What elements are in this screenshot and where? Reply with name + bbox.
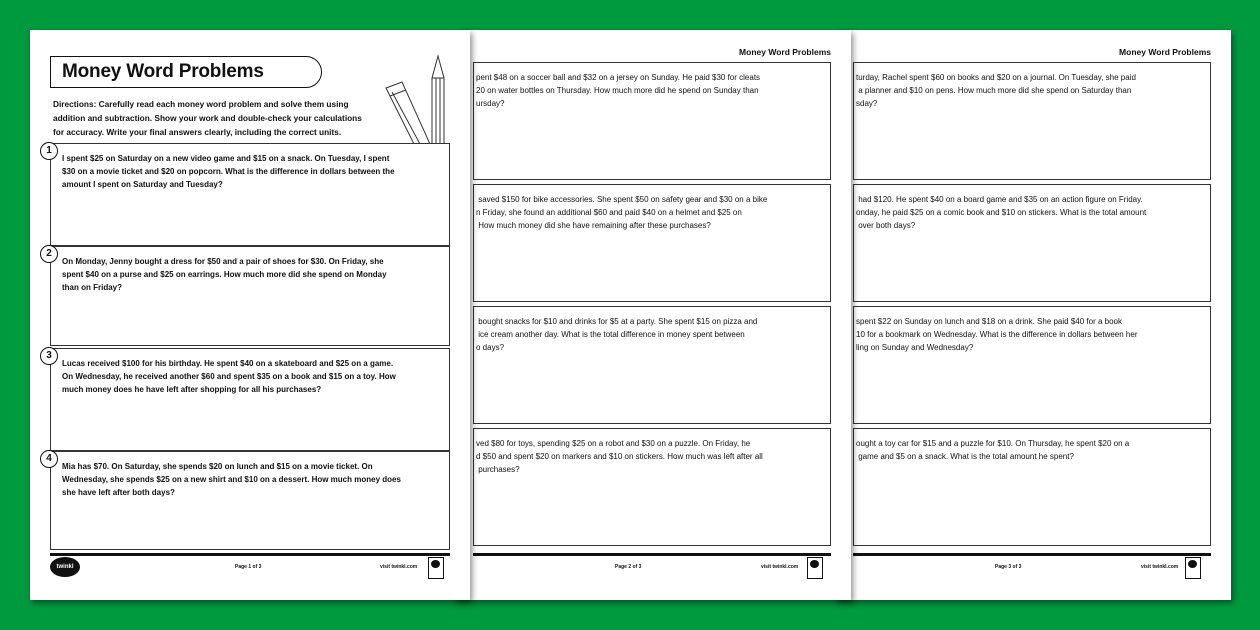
problem-answer-box bbox=[473, 184, 831, 302]
problem-text-line: ling on Sunday and Wednesday? bbox=[856, 343, 974, 352]
problem-text-line: amount I spent on Saturday and Tuesday? bbox=[62, 180, 223, 189]
directions-line: Directions: Carefully read each money word problem and solve them using bbox=[53, 99, 349, 109]
problem-text-line: turday, Rachel spent $60 on books and $20 on a journal. On Tuesday, she paid bbox=[856, 73, 1136, 82]
problem-text-line: pent $48 on a soccer ball and $32 on a jersey on Sunday. He paid $30 for cleats bbox=[476, 73, 761, 82]
page-header: Money Word Problems bbox=[1119, 47, 1211, 57]
worksheet-page-2 bbox=[455, 30, 851, 600]
award-badge-icon bbox=[807, 557, 823, 579]
problem-text-line: I spent $25 on Saturday on a new video game and $15 on a snack. On Tuesday, I spent bbox=[62, 154, 390, 163]
problem-number: 3 bbox=[40, 347, 58, 365]
footer-divider bbox=[50, 553, 450, 556]
twinkl-logo: twinkl bbox=[50, 557, 80, 577]
problem-text bbox=[62, 152, 395, 191]
problem-text bbox=[476, 71, 760, 110]
problem-text-line: ved $80 for toys, spending $25 on a robot and $30 on a puzzle. On Friday, he bbox=[476, 439, 751, 448]
problem-text-line: ice cream another day. What is the total difference in money spent between bbox=[476, 330, 745, 339]
problem-text-line: On Monday, Jenny bought a dress for $50 and a pair of shoes for $30. On Friday, she bbox=[62, 257, 384, 266]
page-title: Money Word Problems bbox=[62, 61, 264, 82]
problem-answer-box bbox=[853, 306, 1211, 424]
problem-answer-box bbox=[853, 184, 1211, 302]
problem-number: 4 bbox=[40, 450, 58, 468]
problem-text-line: On Wednesday, he received another $60 and spent $35 on a book and $15 on a toy. How bbox=[62, 372, 396, 381]
problem-answer-box bbox=[473, 306, 831, 424]
title-banner bbox=[50, 56, 322, 88]
problem-text bbox=[856, 315, 1138, 354]
problem-text-line: o days? bbox=[476, 343, 505, 352]
problem-text bbox=[476, 437, 763, 476]
pencil-eraser-illustration bbox=[380, 48, 455, 144]
problem-text-line: onday, he paid $25 on a comic book and $10 on stickers. What is the total amount bbox=[856, 208, 1147, 217]
problem-answer-box bbox=[46, 246, 450, 346]
problem-text-line: ursday? bbox=[476, 99, 505, 108]
footer-divider bbox=[473, 553, 831, 556]
problem-text-line: than on Friday? bbox=[62, 283, 122, 292]
problem-text-line: Mia has $70. On Saturday, she spends $20 on lunch and $15 on a movie ticket. On bbox=[62, 462, 373, 471]
problem-text-line: Wednesday, she spends $25 on a new shirt and $10 on a dessert. How much money does bbox=[62, 475, 401, 484]
award-badge-icon bbox=[428, 557, 444, 579]
problem-text-line: n Friday, she found an additional $60 and paid $40 on a helmet and $25 on bbox=[476, 208, 742, 217]
problem-text-line: $30 on a movie ticket and $20 on popcorn. What is the difference in dollars between the bbox=[62, 167, 395, 176]
page-number: Page 2 of 3 bbox=[615, 564, 642, 570]
problem-text-line: much money does he have left after shopping for all his purchases? bbox=[62, 385, 322, 394]
directions bbox=[53, 97, 362, 139]
problem-text-line: game and $5 on a snack. What is the total amount he spent? bbox=[856, 452, 1074, 461]
problem-text bbox=[476, 193, 767, 232]
problem-answer-box bbox=[473, 62, 831, 180]
problem-answer-box bbox=[46, 348, 450, 451]
problem-text-line: had $120. He spent $40 on a board game and $35 on an action figure on Friday. bbox=[856, 195, 1143, 204]
problem-text-line: spent $40 on a purse and $25 on earrings. How much more did she spend on Monday bbox=[62, 270, 387, 279]
award-badge-icon bbox=[1185, 557, 1201, 579]
problem-answer-box bbox=[46, 143, 450, 246]
problem-number: 1 bbox=[40, 142, 58, 160]
problem-text-line: 10 for a bookmark on Wednesday. What is the difference in dollars between her bbox=[856, 330, 1138, 339]
problem-text-line: a planner and $10 on pens. How much more did she spend on Saturday than bbox=[856, 86, 1132, 95]
worksheet-page-1 bbox=[30, 30, 470, 600]
footer-site: visit twinkl.com bbox=[1141, 564, 1179, 570]
problem-text-line: over both days? bbox=[856, 221, 916, 230]
page-number: Page 3 of 3 bbox=[995, 564, 1022, 570]
problem-answer-box bbox=[473, 428, 831, 546]
problem-text-line: spent $22 on Sunday on lunch and $18 on a drink. She paid $40 for a book bbox=[856, 317, 1122, 326]
problem-text-line: 20 on water bottles on Thursday. How much more did he spend on Sunday than bbox=[476, 86, 759, 95]
problem-text bbox=[476, 315, 757, 354]
problem-text bbox=[62, 357, 396, 396]
problem-number: 2 bbox=[40, 245, 58, 263]
problem-text-line: bought snacks for $10 and drinks for $5 at a party. She spent $15 on pizza and bbox=[476, 317, 758, 326]
problem-text-line: she have left after both days? bbox=[62, 488, 175, 497]
directions-line: addition and subtraction. Show your work and double-check your calculations bbox=[53, 113, 362, 123]
problem-text-line: How much money did she have remaining after these purchases? bbox=[476, 221, 711, 230]
problem-text bbox=[62, 460, 401, 499]
directions-line: for accuracy. Write your final answers clearly, including the correct units. bbox=[53, 127, 342, 137]
worksheet-page-3 bbox=[835, 30, 1231, 600]
page-header: Money Word Problems bbox=[739, 47, 831, 57]
page-number: Page 1 of 3 bbox=[235, 564, 262, 570]
problem-text-line: sday? bbox=[856, 99, 878, 108]
problem-text-line: saved $150 for bike accessories. She spent $50 on safety gear and $30 on a bike bbox=[476, 195, 768, 204]
problem-text-line: Lucas received $100 for his birthday. He spent $40 on a skateboard and $25 on a game. bbox=[62, 359, 394, 368]
problem-answer-box bbox=[46, 451, 450, 550]
footer-site: visit twinkl.com bbox=[761, 564, 799, 570]
problem-text bbox=[856, 437, 1129, 463]
problem-text-line: ought a toy car for $15 and a puzzle for $10. On Thursday, he spent $20 on a bbox=[856, 439, 1130, 448]
problem-text bbox=[856, 71, 1136, 110]
problem-answer-box bbox=[853, 428, 1211, 546]
problem-text bbox=[62, 255, 387, 294]
problem-text bbox=[856, 193, 1146, 232]
problem-text-line: purchases? bbox=[476, 465, 520, 474]
problem-answer-box bbox=[853, 62, 1211, 180]
footer-divider bbox=[853, 553, 1211, 556]
footer-site: visit twinkl.com bbox=[380, 564, 418, 570]
problem-text-line: d $50 and spent $20 on markers and $10 on stickers. How much was left after all bbox=[476, 452, 763, 461]
